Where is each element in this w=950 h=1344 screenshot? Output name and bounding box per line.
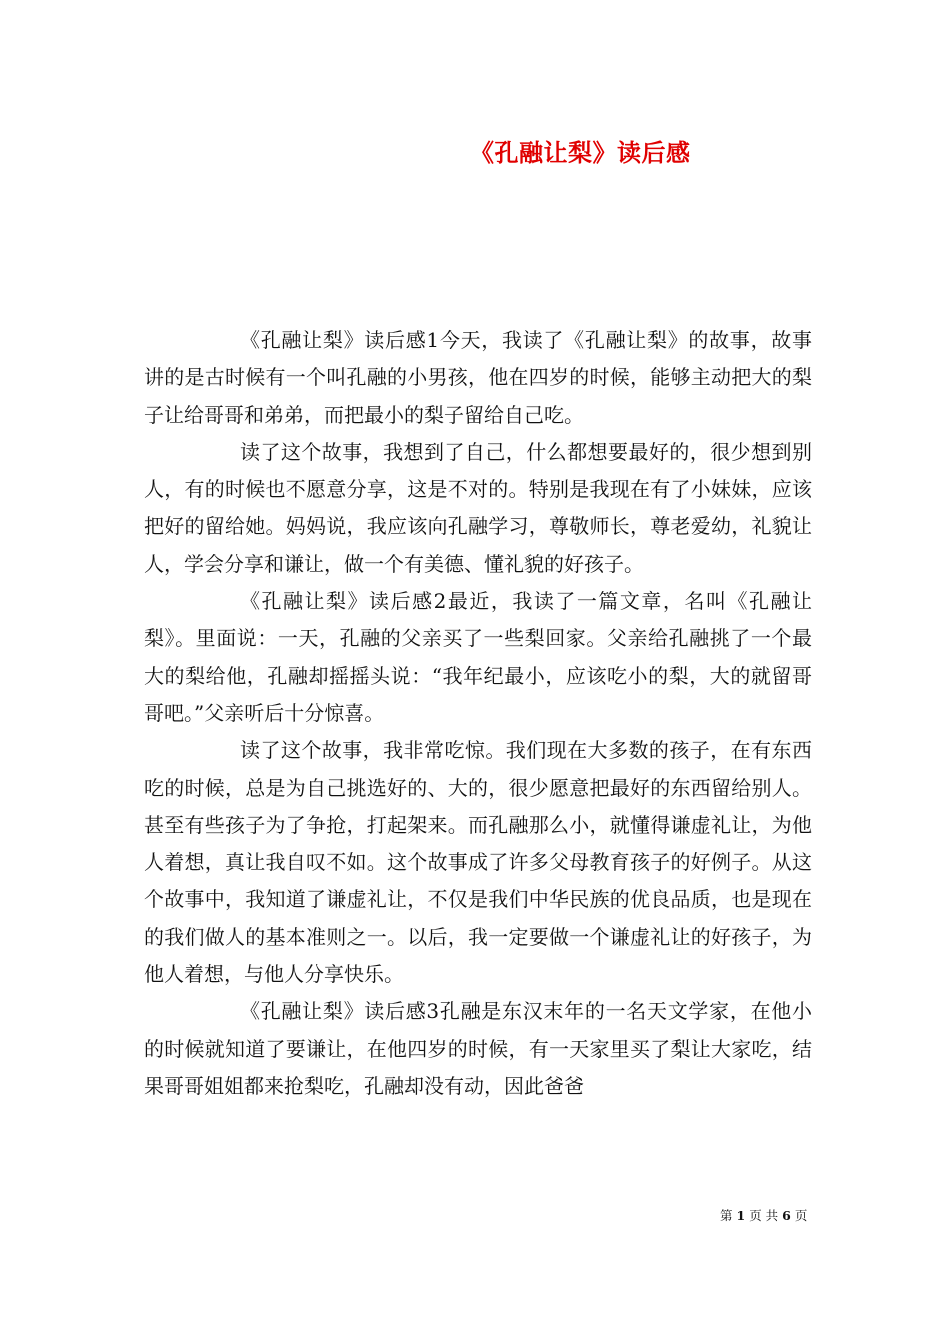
paragraph: 读了这个故事，我非常吃惊。我们现在大多数的孩子，在有东西吃的时候，总是为自己挑选好的、大的，很少愿意把最好的东西留给别人。甚至有些孩子为了争抢，打起架来。而孔融那么小，就懂得谦虚礼让，为他人着想，真让我自叹不如。这个故事成了许多父母教育孩子的好例子。从这个故事中，我知道了谦虚礼让，不仅是我们中华民族的优良品质，也是现在的我们做人的基本准则之一。以后，我一定要做一个谦虚礼让的好孩子，为他人着想，与他人分享快乐。 — [144, 738, 812, 987]
document-body — [144, 322, 812, 1105]
paragraph: 读了这个故事，我想到了自己，什么都想要最好的，很少想到别人，有的时候也不愿意分享，这是不对的。特别是我现在有了小妹妹，应该把好的留给她。妈妈说，我应该向孔融学习，尊敬师长，尊老爱幼，礼貌让人，学会分享和谦让，做一个有美德、懂礼貌的好孩子。 — [144, 439, 812, 576]
paragraph: 《孔融让梨》读后感2最近，我读了一篇文章，名叫《孔融让梨》。里面说：一天，孔融的父亲买了一些梨回家。父亲给孔融挑了一个最大的梨给他，孔融却摇摇头说：“我年纪最小，应该吃小的梨，大的就留哥哥吧。”父亲听后十分惊喜。 — [144, 589, 812, 725]
paragraph: 《孔融让梨》读后感3孔融是东汉末年的一名天文学家，在他小的时候就知道了要谦让，在他四岁的时候，有一天家里买了梨让大家吃，结果哥哥姐姐都来抢梨吃，孔融却没有动，因此爸爸 — [144, 999, 812, 1098]
footer-middle: 页 共 — [749, 1208, 779, 1223]
footer-prefix: 第 — [720, 1208, 733, 1223]
total-page-count: 6 — [782, 1208, 791, 1223]
current-page-number: 1 — [736, 1208, 746, 1223]
page-number-footer — [720, 1206, 807, 1224]
paragraph: 《孔融让梨》读后感1今天，我读了《孔融让梨》的故事，故事讲的是古时候有一个叫孔融的小男孩，他在四岁的时候，能够主动把大的梨子让给哥哥和弟弟，而把最小的梨子留给自己吃。 — [144, 328, 812, 427]
document-title: 《孔融让梨》读后感 — [470, 138, 691, 167]
footer-suffix: 页 — [794, 1208, 808, 1223]
